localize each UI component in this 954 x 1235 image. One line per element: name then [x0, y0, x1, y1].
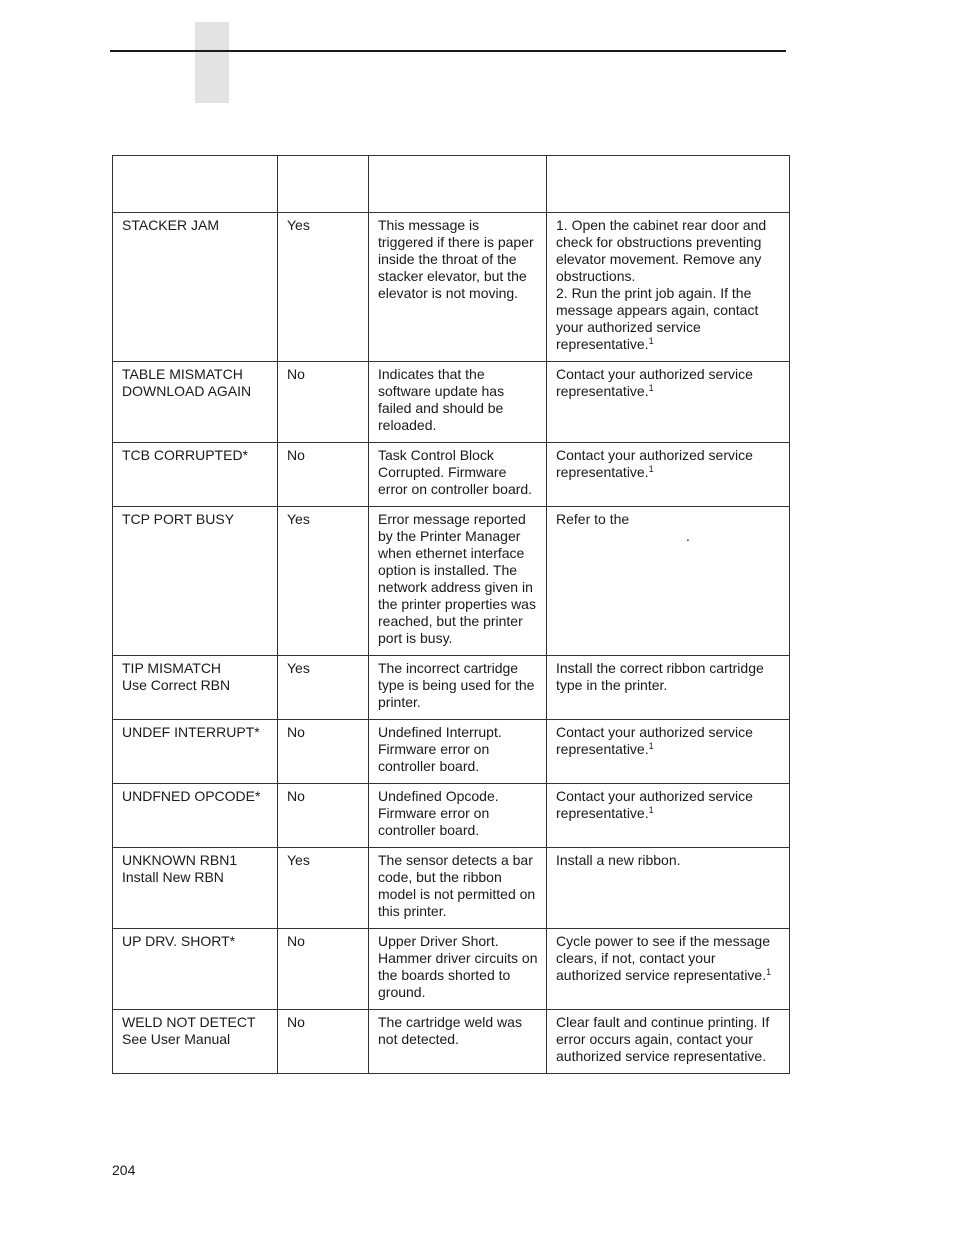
page-number: 204 [112, 1162, 136, 1178]
table-row [113, 362, 790, 443]
solution-text: Refer to the [556, 511, 630, 527]
message-cell [113, 929, 278, 1010]
solution-cell [547, 784, 790, 848]
solution-text: Contact your authorized service representative. [556, 724, 753, 757]
display-cell: No [278, 720, 369, 784]
display-cell: No [278, 443, 369, 507]
display-cell: Yes [278, 507, 369, 656]
message-text: TCB CORRUPTED* [122, 447, 249, 463]
solution-line [556, 366, 781, 400]
column-header-display [278, 156, 369, 213]
table-row [113, 507, 790, 656]
table-body [113, 213, 790, 1074]
footnote-marker: 1 [648, 464, 654, 474]
message-cell [113, 443, 278, 507]
message-text: TIP MISMATCH [122, 660, 222, 676]
solution-line [556, 447, 781, 481]
footnote-marker: 1 [648, 383, 654, 393]
display-cell: No [278, 784, 369, 848]
solution-text: Contact your authorized service representative. [556, 447, 753, 480]
table-row [113, 443, 790, 507]
solution-cell [547, 507, 790, 656]
message-text: See User Manual [122, 1031, 231, 1047]
display-cell: No [278, 1010, 369, 1074]
display-cell: Yes [278, 656, 369, 720]
table-header-row [113, 156, 790, 213]
header-rule [110, 50, 786, 52]
solution-cell [547, 443, 790, 507]
display-cell: Yes [278, 848, 369, 929]
message-text: DOWNLOAD AGAIN [122, 383, 252, 399]
display-cell: Yes [278, 213, 369, 362]
display-cell: No [278, 362, 369, 443]
solution-line [556, 933, 781, 984]
message-cell [113, 362, 278, 443]
table-row [113, 929, 790, 1010]
explanation-cell: Error message reported by the Printer Manager when ethernet interface option is installed. The network address given in the printer properties was reached, but the printer port is busy. [369, 507, 547, 656]
solution-line [556, 724, 781, 758]
footnote-marker: 1 [648, 741, 654, 751]
table-row [113, 213, 790, 362]
message-text: UNDFNED OPCODE* [122, 788, 261, 804]
display-cell: No [278, 929, 369, 1010]
solution-text: Install the correct ribbon cartridge type in the printer. [556, 660, 764, 693]
message-text: Install New RBN [122, 869, 224, 885]
explanation-cell: This message is triggered if there is paper inside the throat of the stacker elevator, but the elevator is not moving. [369, 213, 547, 362]
footnote-marker: 1 [766, 967, 772, 977]
explanation-cell: The sensor detects a bar code, but the ribbon model is not permitted on this printer. [369, 848, 547, 929]
explanation-cell: Undefined Opcode. Firmware error on controller board. [369, 784, 547, 848]
solution-text: Cycle power to see if the message clears, if not, contact your authorized service representative. [556, 933, 770, 983]
column-header-message [113, 156, 278, 213]
table-row [113, 784, 790, 848]
solution-text: Contact your authorized service representative. [556, 366, 753, 399]
table-row [113, 1010, 790, 1074]
solution-cell [547, 929, 790, 1010]
explanation-cell: Upper Driver Short. Hammer driver circuits on the boards shorted to ground. [369, 929, 547, 1010]
solution-cell [547, 848, 790, 929]
message-text: UNKNOWN RBN1 [122, 852, 238, 868]
message-text: TCP PORT BUSY [122, 511, 235, 527]
solution-text: Contact your authorized service representative. [556, 788, 753, 821]
table-row [113, 720, 790, 784]
table-row [113, 656, 790, 720]
solution-cell [547, 1010, 790, 1074]
explanation-cell: Indicates that the software update has failed and should be reloaded. [369, 362, 547, 443]
footnote-marker: 1 [648, 805, 654, 815]
message-text: TABLE MISMATCH [122, 366, 243, 382]
message-text: UP DRV. SHORT* [122, 933, 236, 949]
message-cell [113, 720, 278, 784]
solution-text: . [686, 528, 690, 544]
footnote-marker: 1 [648, 336, 654, 346]
solution-text: Install a new ribbon. [556, 852, 681, 868]
message-text: UNDEF INTERRUPT* [122, 724, 260, 740]
solution-line [556, 788, 781, 822]
message-cell [113, 848, 278, 929]
message-text: Use Correct RBN [122, 677, 231, 693]
solution-text: 2. Run the print job again. If the message appears again, contact your authorized service representative. [556, 285, 759, 352]
message-cell [113, 507, 278, 656]
error-message-table [112, 155, 790, 1074]
message-text: STACKER JAM [122, 217, 219, 233]
solution-line [556, 285, 781, 353]
column-header-solution [547, 156, 790, 213]
table-row [113, 848, 790, 929]
explanation-cell: Task Control Block Corrupted. Firmware error on controller board. [369, 443, 547, 507]
solution-cell [547, 656, 790, 720]
explanation-cell: The incorrect cartridge type is being used for the printer. [369, 656, 547, 720]
chapter-tab [195, 22, 229, 103]
message-cell [113, 1010, 278, 1074]
message-text: WELD NOT DETECT [122, 1014, 256, 1030]
solution-cell [547, 362, 790, 443]
explanation-cell: Undefined Interrupt. Firmware error on controller board. [369, 720, 547, 784]
solution-text: 1. Open the cabinet rear door and check for obstructions preventing elevator movement. Remove any obstructions. [556, 217, 767, 284]
solution-cell [547, 720, 790, 784]
message-cell [113, 213, 278, 362]
column-header-explanation [369, 156, 547, 213]
explanation-cell: The cartridge weld was not detected. [369, 1010, 547, 1074]
solution-cell [547, 213, 790, 362]
message-cell [113, 656, 278, 720]
message-cell [113, 784, 278, 848]
solution-text: Clear fault and continue printing. If error occurs again, contact your authorized service representative. [556, 1014, 770, 1064]
